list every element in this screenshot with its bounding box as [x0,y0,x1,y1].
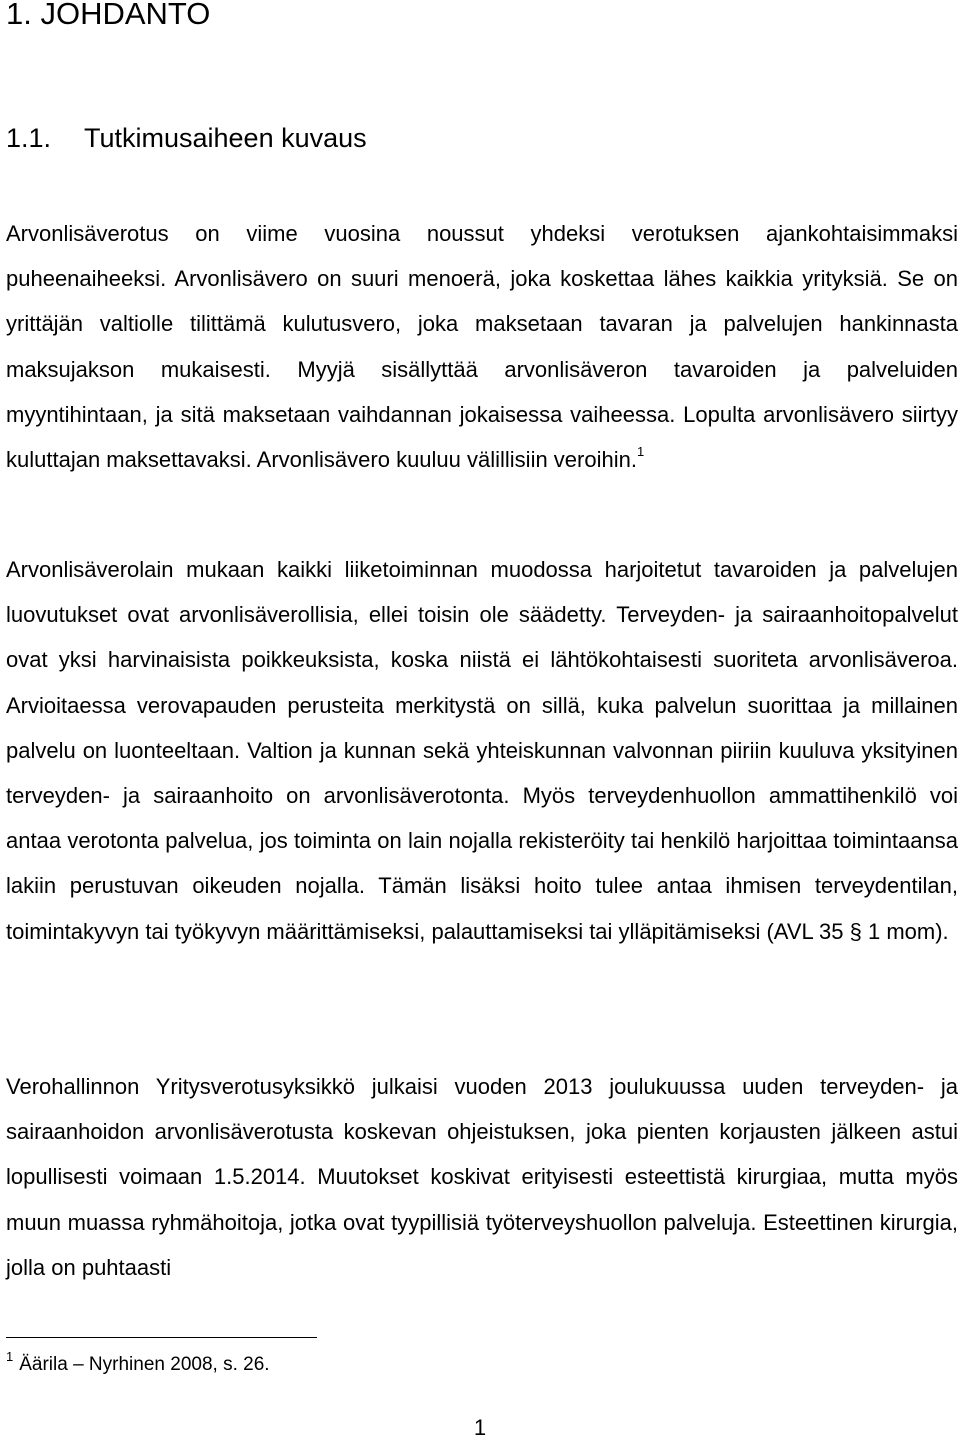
paragraph-2 [6,547,958,954]
paragraph-3 [6,1064,958,1290]
section-heading [6,120,367,156]
footnote-number: 1 [6,1349,14,1364]
paragraph-1 [6,211,958,482]
chapter-heading: 1. JOHDANTO [6,0,211,31]
footnote-text: Äärila – Nyrhinen 2008, s. 26. [19,1354,270,1375]
footnote-separator [6,1337,317,1338]
section-title: Tutkimusaiheen kuvaus [84,123,367,153]
paragraph-3-text: Verohallinnon Yritysverotusyksikkö julkaisi vuoden 2013 joulukuussa uuden terveyden- ja sairaanhoidon arvonlisäverotusta koskevan ohjeistuksen, joka pienten korjausten jälkeen astui lopullisesti voimaan 1.5.2014. Muutokset koskivat erityisesti esteettistä kirurgiaa, mutta myös muun muassa ryhmähoitoja, jotka ovat tyypillisiä työterveyshuollon palveluja. Esteettinen kirurgia, jolla on puhtaasti [6,1074,958,1280]
section-number: 1.1. [6,123,52,153]
page-number: 1 [473,1415,487,1440]
footnote-reference[interactable]: 1 [636,444,645,460]
footnote [6,1350,270,1380]
paragraph-2-text: Arvonlisäverolain mukaan kaikki liiketoiminnan muodossa harjoitetut tavaroiden ja palvelujen luovutukset ovat arvonlisäverollisia, ellei toisin ole säädetty. Terveyden- ja sairaanhoitopalvelut ovat yksi harvinaisista poikkeuksista, koska niistä ei lähtökohtaisesti suoriteta arvonlisäveroa. Arvioitaessa verovapauden perusteita merkitystä on sillä, kuka palvelun suorittaa ja millainen palvelu on luonteeltaan. Valtion ja kunnan sekä yhteiskunnan valvonnan piiriin kuuluva yksityinen terveyden- ja sairaanhoito on arvonlisäverotonta. Myös terveydenhuollon ammattihenkilö voi antaa verotonta palvelua, jos toiminta on lain nojalla rekisteröity tai henkilö harjoittaa toimintaansa lakiin perustuvan oikeuden nojalla. Tämän lisäksi hoito tulee antaa ihmisen terveydentilan, toimintakyvyn tai työkyvyn määrittämiseksi, palauttamiseksi tai ylläpitämiseksi (AVL 35 § 1 mom). [6,557,958,944]
paragraph-1-text: Arvonlisäverotus on viime vuosina noussut yhdeksi verotuksen ajankohtaisimmaksi puheenaiheeksi. Arvonlisävero on suuri menoerä, joka koskettaa lähes kaikkia yrityksiä. Se on yrittäjän valtiolle tilittämä kulutusvero, joka maksetaan tavaran ja palvelujen hankinnasta maksujakson mukaisesti. Myyjä sisällyttää arvonlisäveron tavaroiden ja palveluiden myyntihintaan, ja sitä maksetaan vaihdannan jokaisessa vaiheessa. Lopulta arvonlisävero siirtyy kuluttajan maksettavaksi. Arvonlisävero kuuluu välillisiin veroihin. [6,221,958,473]
